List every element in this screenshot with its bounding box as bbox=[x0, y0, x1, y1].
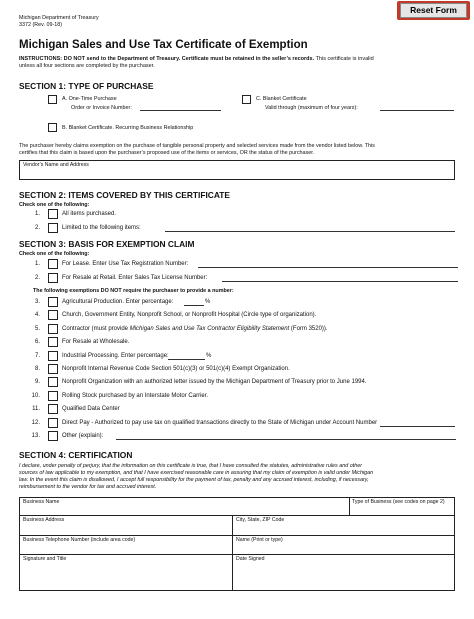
business-phone-label: Business Telephone Number (include area code) bbox=[23, 537, 136, 543]
item-number: 1. bbox=[34, 211, 40, 217]
item-label bbox=[62, 366, 290, 373]
item-checkbox[interactable] bbox=[48, 377, 58, 387]
instructions-rest: This certificate is invalid bbox=[314, 56, 374, 62]
item-number: 11. bbox=[32, 406, 40, 413]
item-number: 13. bbox=[31, 433, 40, 439]
section2-check-one: Check one of the following: bbox=[19, 202, 90, 208]
vendor-name-address-field[interactable] bbox=[19, 160, 455, 180]
date-signed-label: Date Signed bbox=[236, 556, 265, 562]
item-checkbox[interactable] bbox=[48, 259, 58, 269]
item-number: 9. bbox=[34, 379, 40, 386]
name-print-label: Name (Print or type) bbox=[236, 537, 283, 543]
declaration-line: reimbursement to the vendor for tax and accrued interest. bbox=[19, 484, 157, 490]
item-number: 2. bbox=[34, 275, 40, 281]
item-label bbox=[62, 406, 120, 413]
agency-name: Michigan Department of Treasury bbox=[19, 15, 99, 21]
item-label bbox=[62, 211, 116, 218]
one-time-purchase-label: A. One-Time Purchase bbox=[62, 96, 117, 102]
percent-suffix: % bbox=[206, 352, 212, 359]
item-entry-field[interactable] bbox=[168, 359, 205, 360]
claim-text-2: certifies that this claim is based upon the purchaser’s proposed use of the items or services, OR the status of the purchaser. bbox=[19, 150, 315, 156]
item-label-tail: (Form 3520)). bbox=[289, 325, 328, 332]
item-checkbox[interactable] bbox=[48, 431, 58, 441]
item-label-text: Qualified Data Center bbox=[62, 406, 120, 413]
declaration-line: I declare, under penalty of perjury, that the information on this certificate is true, that I have consulted the statutes, administrative rules and other bbox=[19, 463, 362, 469]
item-checkbox[interactable] bbox=[48, 351, 58, 361]
claim-text-1: The purchaser hereby claims exemption on the purchase of tangible personal property and selected services made from the vendor listed below. This bbox=[19, 143, 375, 149]
item-label-text: Nonprofit Organization with an authorized letter issued by the Michigan Department of Treasury prior to June 1994. bbox=[62, 379, 367, 386]
item-label bbox=[62, 275, 207, 282]
item-entry-field[interactable] bbox=[184, 305, 204, 306]
item-label bbox=[62, 225, 141, 232]
item-number: 12. bbox=[31, 419, 40, 426]
item-number: 4. bbox=[34, 312, 40, 319]
item-number: 8. bbox=[34, 366, 40, 372]
section2-heading: SECTION 2: ITEMS COVERED BY THIS CERTIFICATE bbox=[19, 190, 230, 200]
business-name-label: Business Name bbox=[23, 499, 60, 505]
item-label bbox=[62, 393, 208, 400]
business-address-label: Business Address bbox=[23, 517, 65, 523]
item-label-text: Nonprofit Internal Revenue Code Section 501(c)(3) or 501(c)(4) Exempt Organization. bbox=[62, 366, 290, 372]
section3-heading: SECTION 3: BASIS FOR EXEMPTION CLAIM bbox=[19, 239, 195, 249]
order-number-field[interactable] bbox=[140, 110, 221, 111]
item-number: 3. bbox=[34, 299, 40, 305]
item-checkbox[interactable] bbox=[48, 324, 58, 334]
section4-heading: SECTION 4: CERTIFICATION bbox=[19, 450, 133, 460]
declaration-text bbox=[19, 463, 459, 491]
item-label-text: Industrial Processing. Enter percentage: bbox=[62, 352, 169, 359]
item-label bbox=[62, 379, 367, 386]
instructions-bold: INSTRUCTIONS: DO NOT send to the Department of Treasury. Certificate must be retained in the seller’s records. bbox=[19, 56, 315, 62]
form-number: 3372 (Rev. 09-18) bbox=[19, 22, 63, 28]
item-label bbox=[62, 261, 188, 268]
reset-form-button[interactable]: Reset Form bbox=[400, 3, 467, 18]
item-label-text: Rolling Stock purchased by an Interstate Motor Carrier. bbox=[62, 392, 209, 399]
item-checkbox[interactable] bbox=[48, 337, 58, 347]
item-number: 5. bbox=[34, 325, 40, 332]
item-checkbox[interactable] bbox=[48, 391, 58, 401]
item-entry-field[interactable] bbox=[198, 267, 458, 268]
item-label bbox=[62, 326, 328, 333]
section3-subheading: The following exemptions DO NOT require the purchaser to provide a number: bbox=[33, 288, 234, 294]
item-checkbox[interactable] bbox=[48, 273, 58, 283]
declaration-line: sources of law applicable to my exemption, and that I have exercised reasonable care in assuring that my claim of exemption is valid under Michigan bbox=[19, 470, 374, 476]
date-signed-field[interactable] bbox=[233, 555, 454, 591]
signature-title-field[interactable] bbox=[20, 555, 232, 591]
item-label-text: Other (explain): bbox=[62, 433, 104, 439]
form-title: Michigan Sales and Use Tax Certificate of Exemption bbox=[19, 39, 308, 51]
one-time-purchase-checkbox[interactable] bbox=[48, 95, 57, 104]
section1-heading: SECTION 1: TYPE OF PURCHASE bbox=[19, 81, 154, 91]
item-entry-field[interactable] bbox=[380, 426, 455, 427]
item-checkbox[interactable] bbox=[48, 310, 58, 320]
signature-title-label: Signature and Title bbox=[23, 556, 67, 562]
item-checkbox[interactable] bbox=[48, 404, 58, 414]
item-label-italic: Michigan Sales and Use Tax Contractor Eligibility Statement bbox=[129, 325, 290, 332]
item-entry-field[interactable] bbox=[116, 439, 456, 440]
business-address-field[interactable] bbox=[20, 516, 232, 535]
item-number: 7. bbox=[34, 352, 40, 359]
business-phone-field[interactable] bbox=[20, 536, 232, 554]
item-checkbox[interactable] bbox=[48, 364, 58, 374]
valid-through-field[interactable] bbox=[380, 110, 454, 111]
city-state-zip-label: City, State, ZIP Code bbox=[236, 517, 285, 523]
item-entry-field[interactable] bbox=[222, 281, 458, 282]
item-label-text: Church, Government Entity, Nonprofit School, or Nonprofit Hospital (Circle type of organization). bbox=[62, 312, 317, 319]
item-label-text: For Resale at Retail. Enter Sales Tax License Number: bbox=[62, 275, 208, 281]
item-label bbox=[62, 353, 169, 360]
item-label-text: For Resale at Wholesale. bbox=[62, 339, 130, 346]
item-checkbox[interactable] bbox=[48, 297, 58, 307]
item-label bbox=[62, 420, 377, 427]
item-label bbox=[62, 339, 129, 346]
item-label-text: Limited to the following items: bbox=[62, 225, 141, 231]
item-label-text: Contractor (must provide bbox=[62, 325, 130, 332]
item-label bbox=[62, 312, 316, 319]
blanket-recurring-label: B. Blanket Certificate. Recurring Business Relationship bbox=[62, 125, 194, 131]
item-number: 1. bbox=[34, 261, 40, 267]
item-number: 2. bbox=[34, 225, 40, 231]
item-checkbox[interactable] bbox=[48, 209, 58, 219]
order-number-label: Order or Invoice Number: bbox=[71, 105, 132, 111]
business-name-field[interactable] bbox=[20, 498, 349, 515]
blanket-recurring-checkbox[interactable] bbox=[48, 123, 57, 132]
certification-grid bbox=[19, 497, 455, 591]
item-checkbox[interactable] bbox=[48, 223, 58, 233]
business-type-label: Type of Business (see codes on page 2) bbox=[352, 499, 445, 505]
declaration-line: law. In the event this claim is disallowed, I accept full responsibility for the payment of tax, penalty and any accrued interest, including, if necessary, bbox=[19, 477, 369, 483]
valid-through-label: Valid through (maximum of four years): bbox=[265, 105, 358, 111]
instructions bbox=[19, 56, 374, 62]
vendor-name-label: Vendor’s Name and Address bbox=[23, 162, 89, 168]
item-number: 6. bbox=[34, 339, 40, 346]
reset-button-frame bbox=[397, 1, 470, 20]
item-label-text: Agricultural Production. Enter percentage: bbox=[62, 299, 174, 305]
item-entry-field[interactable] bbox=[165, 231, 455, 232]
section3-check-one: Check one of the following: bbox=[19, 251, 90, 257]
blanket-certificate-checkbox[interactable] bbox=[242, 95, 251, 104]
item-checkbox[interactable] bbox=[48, 418, 58, 428]
business-type-field[interactable] bbox=[349, 498, 454, 515]
name-print-field[interactable] bbox=[233, 536, 454, 554]
item-label-text: Direct Pay - Authorized to pay use tax on qualified transactions directly to the State of Michigan under Account Number bbox=[62, 419, 378, 426]
instructions-line2: unless all four sections are completed by the purchaser. bbox=[19, 63, 155, 69]
item-label bbox=[62, 299, 173, 306]
city-state-zip-field[interactable] bbox=[233, 516, 454, 535]
percent-suffix: % bbox=[205, 299, 211, 305]
blanket-certificate-label: C. Blanket Certificate bbox=[256, 96, 307, 102]
item-label bbox=[62, 433, 103, 440]
item-label-text: For Lease. Enter Use Tax Registration Number: bbox=[62, 261, 189, 267]
item-number: 10. bbox=[31, 392, 40, 399]
item-label-text: All items purchased. bbox=[62, 211, 117, 217]
